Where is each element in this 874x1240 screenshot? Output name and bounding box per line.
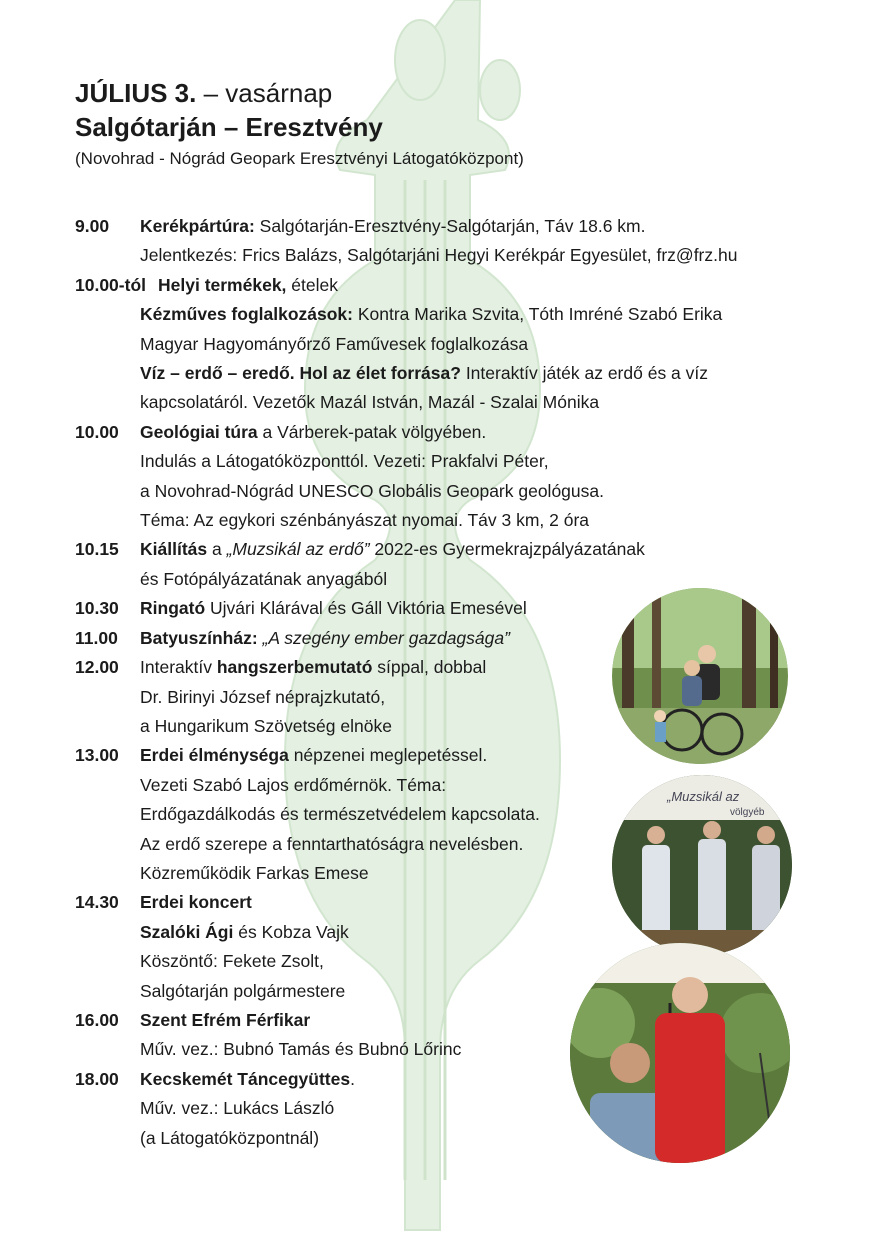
event-date <box>75 76 524 110</box>
entry-line <box>75 535 835 564</box>
line-part-t: és Fotópályázatának anyagából <box>140 568 388 589</box>
line-part-t: kapcsolatáról. Vezetők Mazál István, Mazál - Szalai Mónika <box>140 392 600 413</box>
line-part-t: a Novohrad-Nógrád UNESCO Globális Geopark geológusa. <box>140 480 604 501</box>
line-part-t: Műv. vez.: Lukács László <box>140 1098 335 1119</box>
line-part-t: Téma: Az egykori szénbányászat nyomai. Táv 3 km, 2 óra <box>140 510 590 531</box>
concert-photo <box>570 943 790 1163</box>
entry-time: 13.00 <box>75 745 119 766</box>
line-part-b: Víz – erdő – eredő. Hol az élet forrása? <box>140 363 461 384</box>
entry-line <box>75 418 835 447</box>
event-subplace: (Novohrad - Nógrád Geopark Eresztvényi Látogatóközpont) <box>75 149 524 168</box>
entry-time: 18.00 <box>75 1068 119 1089</box>
line-part-b: Kiállítás <box>140 539 208 560</box>
entry-line <box>75 300 835 329</box>
schedule-entry <box>75 418 835 536</box>
entry-line <box>75 477 835 506</box>
line-part-b: Kecskemét Táncegyüttes <box>140 1068 351 1089</box>
line-part-t: Salgótarján-Eresztvény-Salgótarján, Táv 18.6 km. <box>254 216 646 236</box>
line-part-b: Erdei koncert <box>140 892 252 913</box>
line-part-t: Interaktív játék az erdő és a víz <box>460 363 709 384</box>
line-part-t: Az erdő szerepe a fenntarthatóságra nevelésben. <box>140 833 524 854</box>
entry-time: 11.00 <box>75 627 118 648</box>
choir-photo <box>612 775 792 955</box>
banner-text: „Muzsikál az <box>667 789 740 804</box>
line-part-t: ételek <box>286 274 338 295</box>
line-part-t2: 2022-es Gyermekrajzpályázatának <box>369 539 645 560</box>
line-part-t: Kontra Marika Szvita, Tóth Imréné Szabó Erika <box>352 304 723 325</box>
entry-time: 10.00-tól <box>75 274 146 295</box>
line-part-b: Kerékpártúra: <box>140 216 255 236</box>
entry-line <box>75 447 835 476</box>
entry-line <box>75 241 835 270</box>
line-part-t: (a Látogatóközpontnál) <box>140 1127 320 1148</box>
entry-line <box>75 506 835 535</box>
line-part-t: a Várberek-patak völgyében. <box>257 421 487 442</box>
line-part-t: Interaktív <box>140 657 217 678</box>
line-part-b: Helyi termékek, <box>158 274 287 295</box>
line-part-t: Közreműködik Farkas Emese <box>140 862 369 883</box>
line-part-t: Ujvári Klárával és Gáll Viktória Emesével <box>205 598 527 619</box>
line-part-b: Kézműves foglalkozások: <box>140 304 353 325</box>
line-part-b: Batyuszínház: <box>140 627 258 648</box>
entry-line <box>75 330 835 359</box>
line-part-t: és Kobza Vajk <box>233 921 349 942</box>
line-part-b2: hangszerbemutató <box>216 657 373 678</box>
line-part-b: Ringató <box>140 598 206 619</box>
line-part-b: Szalóki Ági <box>140 921 234 942</box>
line-part-b: Geológiai túra <box>140 421 258 442</box>
schedule-entry <box>75 271 835 418</box>
line-part-t: a <box>207 539 227 560</box>
line-part-t: Magyar Hagyományőrző Faművesek foglalkozása <box>140 333 529 354</box>
entry-line <box>75 359 835 388</box>
entry-time: 10.15 <box>75 539 119 560</box>
date-bold: JÚLIUS 3. <box>75 78 197 108</box>
schedule-entry <box>75 535 835 594</box>
line-part-b: Szent Efrém Férfikar <box>140 1009 311 1030</box>
date-rest: – vasárnap <box>196 78 333 108</box>
entry-line <box>75 212 835 241</box>
line-part-t: népzenei meglepetéssel. <box>288 745 488 766</box>
line-part-t: Indulás a Látogatóközponttól. Vezeti: Prakfalvi Péter, <box>140 451 549 472</box>
entry-line <box>75 271 835 300</box>
line-part-i: „Muzsikál az erdő” <box>226 539 370 560</box>
event-place: Salgótarján – Eresztvény <box>75 112 383 142</box>
entry-time: 16.00 <box>75 1009 119 1030</box>
line-part-t: Vezeti Szabó Lajos erdőmérnök. Téma: <box>140 774 447 795</box>
line-part-t: Köszöntő: Fekete Zsolt, <box>140 951 324 972</box>
line-part-t: Műv. vez.: Bubnó Tamás és Bubnó Lőrinc <box>140 1039 462 1060</box>
line-part-t: . <box>350 1068 355 1089</box>
entry-time: 14.30 <box>75 892 119 913</box>
line-part-t2: síppal, dobbal <box>372 657 487 678</box>
entry-time: 10.30 <box>75 598 119 619</box>
line-part-b: Erdei élménységa <box>140 745 289 766</box>
line-part-t: a Hungarikum Szövetség elnöke <box>140 715 392 736</box>
line-part-t: Dr. Birinyi József néprajzkutató, <box>140 686 386 707</box>
entry-time: 12.00 <box>75 657 119 678</box>
entry-time: 9.00 <box>75 216 110 236</box>
schedule-entry <box>75 212 835 271</box>
line-part-t: Jelentkezés: Frics Balázs, Salgótarjáni Hegyi Kerékpár Egyesület, frz@frz.hu <box>140 245 738 266</box>
line-part-t: Salgótarján polgármestere <box>140 980 346 1001</box>
line-part-t: Erdőgazdálkodás és természetvédelem kapcsolata. <box>140 804 540 825</box>
banner-text-2: völgyéb <box>730 807 765 818</box>
cyclists-photo <box>612 588 788 764</box>
entry-time: 10.00 <box>75 421 119 442</box>
entry-line <box>75 388 835 417</box>
line-part-i: „A szegény ember gazdagsága” <box>262 627 510 648</box>
event-header <box>75 76 524 172</box>
